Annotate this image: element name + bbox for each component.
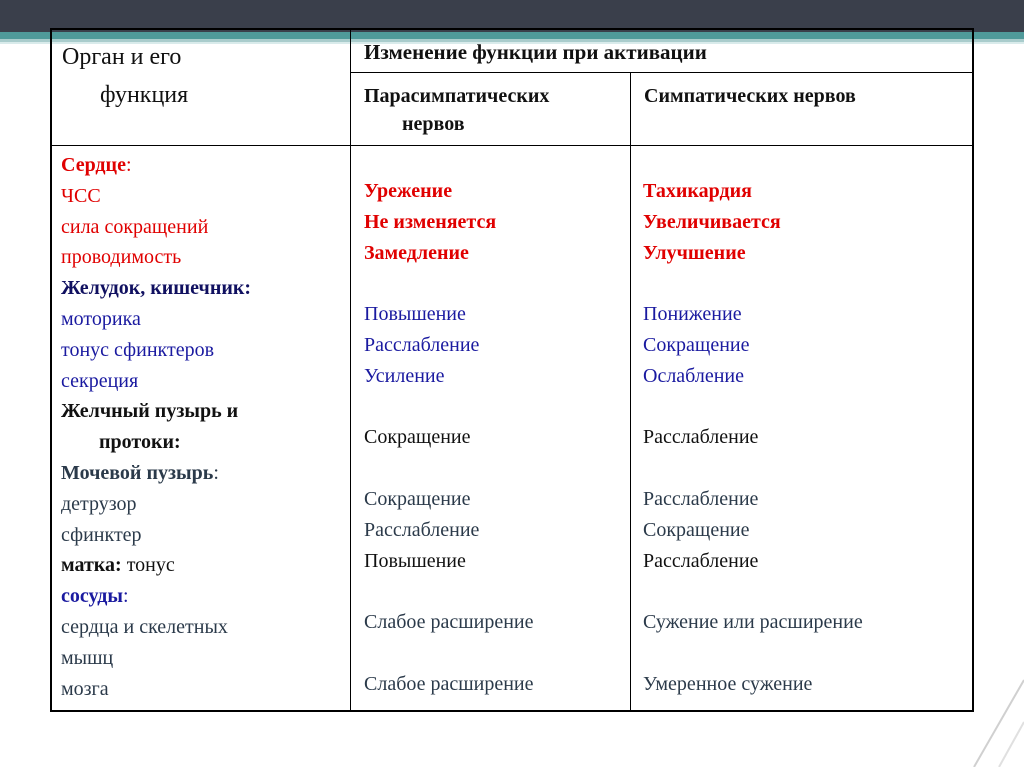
autonomic-function-table — [50, 28, 974, 712]
header-organ-line1: Орган и его — [62, 44, 182, 70]
symp-contraction-force-value: Увеличивается — [643, 210, 781, 233]
header-para-line2: нервов — [402, 113, 465, 135]
table-divider-header — [50, 145, 974, 146]
organ-uterus-tone: тонус — [121, 554, 175, 577]
organ-heart — [61, 150, 251, 181]
organ-motility: моторика — [61, 307, 141, 330]
symp-motility: Понижение — [643, 303, 742, 326]
symp-spacer-5 — [643, 638, 863, 669]
organ-detrusor: детрузор — [61, 492, 137, 515]
table-border-top — [50, 28, 974, 30]
para-spacer-1 — [364, 268, 534, 299]
organ-vessels-label: сосуды — [61, 585, 123, 608]
para-heart-rate — [364, 176, 534, 207]
table-border-right — [972, 28, 974, 712]
para-motility: Повышение — [364, 303, 466, 326]
organ-uterus-label: матка: — [61, 554, 122, 577]
organ-gallbladder-label2: протоки: — [99, 431, 181, 454]
para-spacer-5 — [364, 638, 534, 669]
organ-secretion: секреция — [61, 369, 139, 392]
organ-conductivity: проводимость — [61, 246, 182, 269]
symp-spacer-1 — [643, 268, 863, 299]
symp-conductivity-value: Улучшение — [643, 241, 746, 264]
organ-gallbladder-line2 — [61, 427, 251, 458]
organ-heart-label: Сердце — [61, 154, 126, 176]
para-detrusor: Сокращение — [364, 487, 471, 510]
para-sphincter: Расслабление — [364, 518, 480, 541]
symp-heart-rate-value: Тахикардия — [643, 180, 752, 202]
para-sphincter-tone: Расслабление — [364, 333, 480, 356]
organ-heart-skeletal-line2: мышц — [61, 646, 114, 669]
para-spacer-3 — [364, 453, 534, 484]
symp-brain: Умеренное сужение — [643, 672, 813, 695]
table-divider-col1 — [350, 28, 351, 712]
symp-sphincter: Сокращение — [643, 518, 750, 541]
header-change-title: Изменение функции при активации — [364, 40, 707, 64]
para-spacer-4 — [364, 576, 534, 607]
organ-heart-rate: ЧСС — [61, 184, 101, 207]
organ-heart-skeletal-line1: сердца и скелетных — [61, 615, 228, 638]
organ-heart-colon: : — [125, 154, 132, 176]
para-gallbladder: Сокращение — [364, 426, 471, 449]
symp-uterus: Расслабление — [643, 549, 759, 572]
para-heart-rate-value: Урежение — [364, 180, 453, 202]
symp-secretion: Ослабление — [643, 364, 744, 387]
symp-detrusor: Расслабление — [643, 487, 759, 510]
organ-gallbladder-line1 — [61, 396, 251, 427]
organ-vessels-colon: : — [122, 585, 129, 608]
header-sympathetic: Симпатических нервов — [644, 85, 856, 107]
para-uterus: Повышение — [364, 549, 466, 572]
parasympathetic-column — [364, 176, 534, 700]
sympathetic-column — [643, 176, 863, 700]
symp-sphincter-tone: Сокращение — [643, 333, 750, 356]
header-para-line1: Парасимпатических — [364, 85, 550, 107]
table-border-bottom — [50, 710, 974, 712]
header-parasympathetic — [364, 82, 549, 138]
organ-bladder-label: Мочевой пузырь — [61, 461, 214, 484]
organ-bladder-colon: : — [213, 461, 219, 484]
organ-vessels — [61, 581, 251, 612]
organ-bladder — [61, 458, 251, 489]
table-border-left — [50, 28, 52, 712]
symp-spacer-2 — [643, 392, 863, 423]
header-organ-function — [62, 38, 188, 114]
symp-heart-skeletal: Сужение или расширение — [643, 611, 863, 634]
organ-uterus — [61, 550, 251, 581]
symp-gallbladder: Расслабление — [643, 426, 759, 449]
para-conductivity-value: Замедление — [364, 241, 469, 264]
organ-sphincter-tone: тонус сфинктеров — [61, 338, 215, 361]
table-divider-subheader — [350, 72, 974, 73]
para-spacer-2 — [364, 392, 534, 423]
para-secretion: Усиление — [364, 364, 445, 387]
para-conductivity — [364, 238, 534, 269]
organ-sphincter: сфинктер — [61, 523, 142, 546]
symp-contraction-force — [643, 207, 863, 238]
organ-stomach-label: Желудок, кишечник: — [61, 277, 252, 300]
symp-conductivity — [643, 238, 863, 269]
organ-contraction-force: сила сокращений — [61, 215, 209, 238]
para-heart-skeletal: Слабое расширение — [364, 611, 534, 634]
symp-heart-rate — [643, 176, 863, 207]
organ-stomach — [61, 273, 251, 304]
symp-spacer-4 — [643, 576, 863, 607]
organ-column — [61, 150, 251, 704]
para-contraction-force-value: Не изменяется — [364, 210, 497, 233]
para-contraction-force — [364, 207, 534, 238]
para-brain: Слабое расширение — [364, 672, 534, 695]
organ-brain: мозга — [61, 677, 109, 700]
header-organ-line2: функция — [100, 82, 189, 108]
organ-gallbladder-label1: Желчный пузырь и — [61, 400, 239, 423]
table-divider-col2 — [630, 72, 631, 712]
symp-spacer-3 — [643, 453, 863, 484]
